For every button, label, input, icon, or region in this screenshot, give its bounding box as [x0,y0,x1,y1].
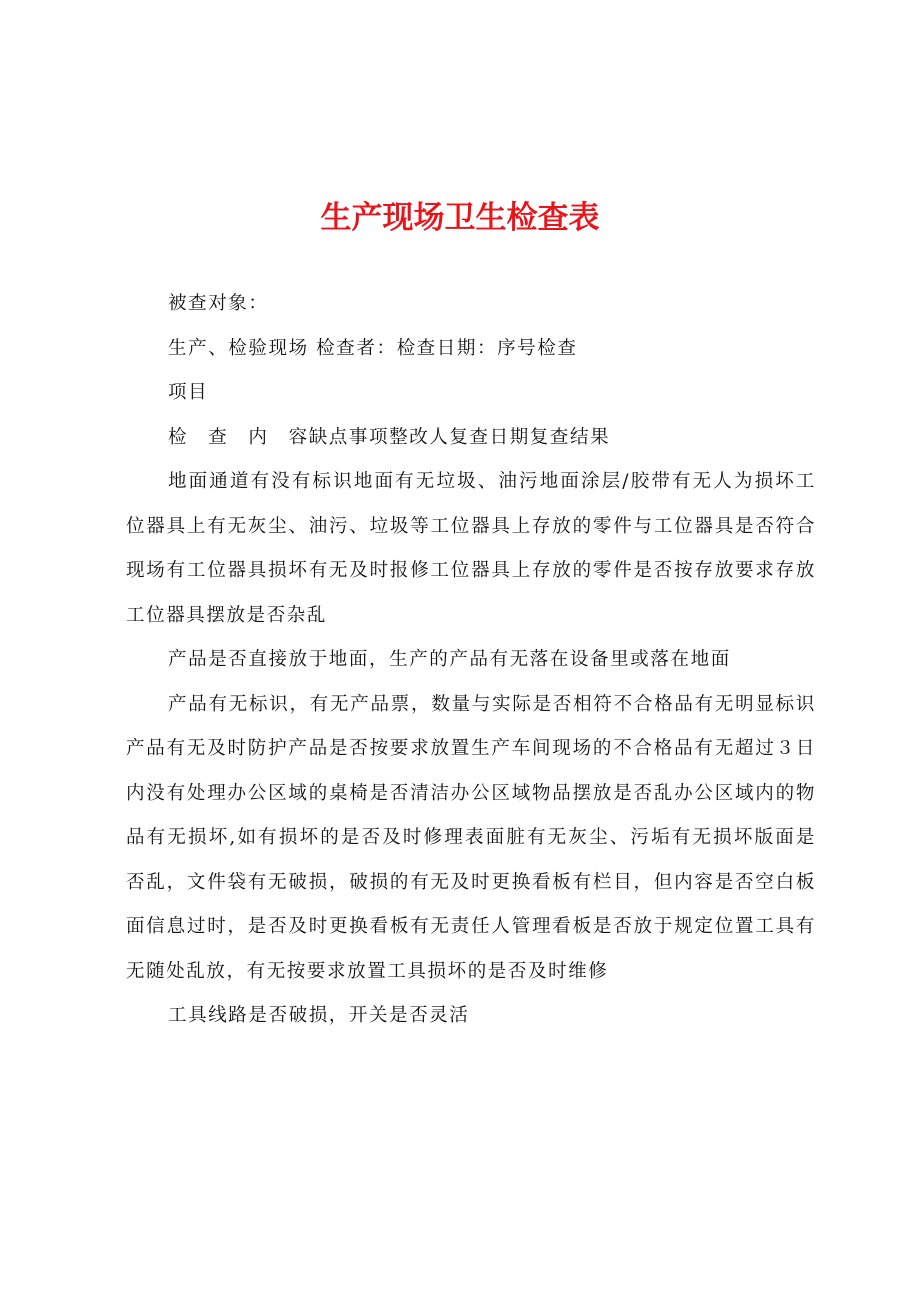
paragraph-workstation-checks: 地面通道有没有标识地面有无垃圾、油污地面涂层/胶带有无人为损坏工位器具上有无灰尘、油污、垃圾等工位器具上存放的零件与工位器具是否符合现场有工位器具损坏有无及时报修工位器具上存放的零件是否按存放要求存放工位器具摆放是否杂乱 [126,471,816,626]
document-title: 生产现场卫生检查表 [320,200,600,236]
document-body [126,282,816,1039]
paragraph-inspection-header: 生产、检验现场 检查者：检查日期：序号检查 [168,337,578,359]
paragraph-product-office-checks: 产品有无标识，有无产品票，数量与实际是否相符不合格品有无明显标识产品有无及时防护产品是否按要求放置生产车间现场的不合格品有无超过３日内没有处理办公区域的桌椅是否清洁办公区域物品摆放是否乱办公区域内的物品有无损坏,如有损坏的是否及时修理表面脏有无灰尘、污垢有无损坏版面是否乱，文件袋有无破损，破损的有无及时更换看板有栏目，但内容是否空白板面信息过时，是否及时更换看板有无责任人管理看板是否放于规定位置工具有无随处乱放，有无按要求放置工具损坏的是否及时维修 [126,693,816,982]
paragraph-item: 项目 [168,382,209,403]
paragraph-column-headers: 检 查 内 容缺点事项整改人复查日期复查结果 [168,426,611,448]
paragraph-tool-wiring: 工具线路是否破损，开关是否灵活 [168,1005,470,1026]
paragraph-product-floor: 产品是否直接放于地面，生产的产品有无落在设备里或落在地面 [168,649,731,670]
paragraph-inspected-object: 被查对象： [168,293,269,314]
